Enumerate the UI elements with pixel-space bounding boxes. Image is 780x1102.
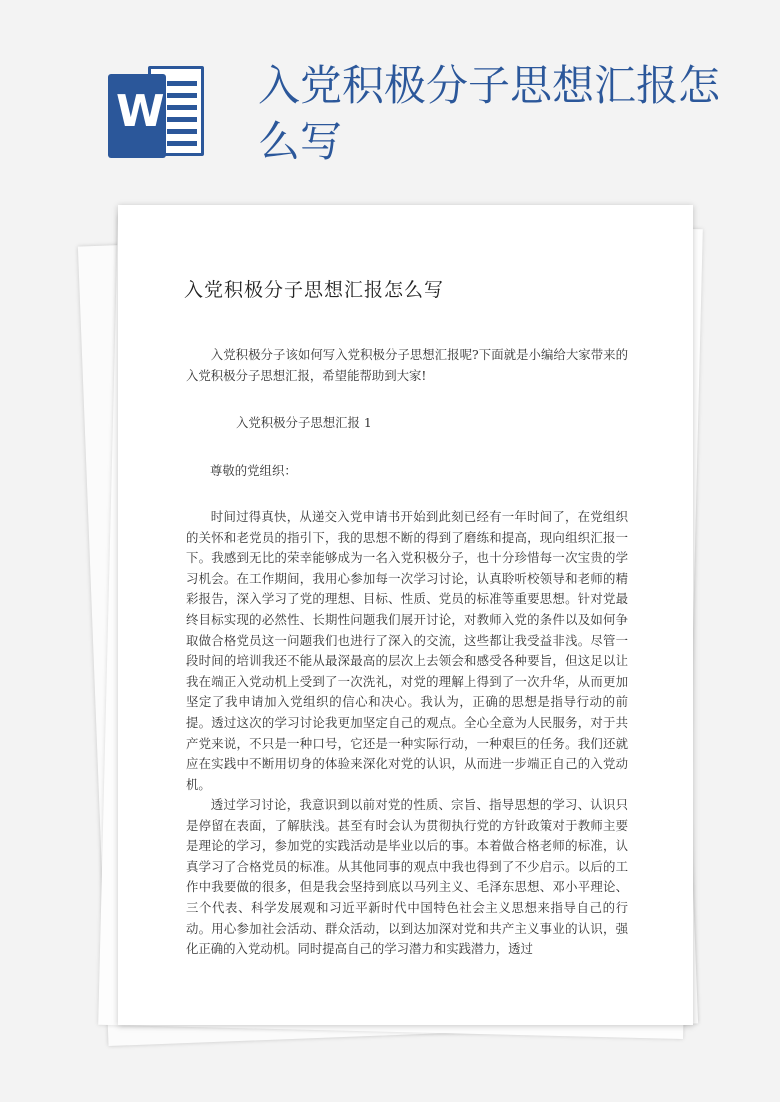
section-subheading: 入党积极分子思想汇报 1 [236, 415, 372, 430]
word-logo-letter: W [116, 86, 165, 137]
word-document-icon [108, 62, 210, 162]
salutation: 尊敬的党组织： [210, 463, 297, 478]
document-title: 入党积极分子思想汇报怎么写 [184, 279, 445, 301]
banner-title: 入党积极分子思想汇报怎么写 [258, 61, 721, 166]
document-page [118, 205, 693, 1025]
body-paragraph-2: 透过学习讨论，我意识到以前对党的性质、宗旨、指导思想的学习、认识只是停留在表面，了解肤浅。甚至有时会认为贯彻执行党的方针政策对于教师主要是理论的学习，参加党的实践活动是毕业以后的事。本着做合格老师的标准，认真学习了合格党员的标准。从其他同事的观点中我也得到了不少启示。以后的工作中我要做的很多，但是我会坚持到底以马列主义、毛泽东思想、邓小平理论、三个代表、科学发展观和习近平新时代中国特色社会主义思想来指导自己的行动。用心参加社会活动、群众活动，以到达加深对党和共产主义事业的认识，强化正确的入党动机。同时提高自己的学习潜力和实践潜力，透过 [186, 797, 628, 957]
intro-paragraph: 入党积极分子该如何写入党积极分子思想汇报呢?下面就是小编给大家带来的入党积极分子思想汇报，希望能帮助到大家! [186, 347, 628, 383]
header-banner [0, 0, 780, 200]
body-paragraph-1: 时间过得真快，从递交入党申请书开始到此刻已经有一年时间了，在党组织的关怀和老党员的指引下，我的思想不断的得到了磨练和提高，现向组织汇报一下。我感到无比的荣幸能够成为一名入党积极分子，也十分珍惜每一次宝贵的学习机会。在工作期间，我用心参加每一次学习讨论，认真聆听校领导和老师的精彩报告，深入学习了党的理想、目标、性质、党员的标准等重要思想。针对党最终目标实现的必然性、长期性问题我们展开讨论，对教师入党的条件以及如何争取做合格党员这一问题我们也进行了深入的交流，这些都让我受益非浅。尽管一段时间的培训我还不能从最深最高的层次上去领会和感受各种要旨，但这足以让我在端正入党动机上受到了一次洗礼，对党的理解上得到了一次升华，从而更加坚定了我申请加入党组织的信心和决心。我认为，正确的思想是指导行动的前提。透过这次的学习讨论我更加坚定自己的观点。全心全意为人民服务，对于共产党来说，不只是一种口号，它还是一种实际行动，一种艰巨的任务。我们还就应在实践中不断用切身的体验来深化对党的认识，从而进一步端正自己的入党动机。 [186, 509, 628, 792]
